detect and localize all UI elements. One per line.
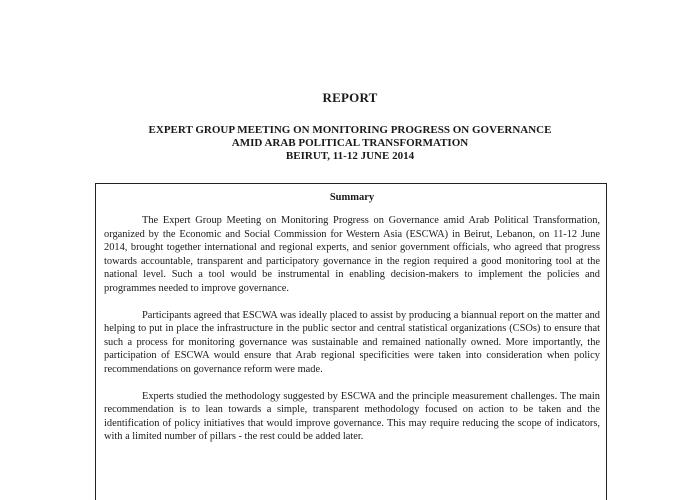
summary-paragraph-1: The Expert Group Meeting on Monitoring Progress on Governance amid Arab Political Transformation, organized by the Economic and Social Commission for Western Asia (ESCWA) in Beirut, Lebanon, on 11-12 June 2014, brought together international and regional experts, and senior government officials, who agreed that progress towards accountable, transparent and participatory governance in the region required a good monitoring tool at the national level. Such a tool would be instrumental in enabling decision-makers to implement the policies and programmes needed to improve governance. — [104, 215, 600, 294]
subtitle-line-meeting: EXPERT GROUP MEETING ON MONITORING PROGRESS ON GOVERNANCE — [148, 124, 552, 136]
report-subtitle — [0, 124, 700, 163]
summary-heading: Summary — [329, 192, 375, 203]
summary-paragraph-2: Participants agreed that ESCWA was ideally placed to assist by producing a biannual report on the matter and helping to put in place the infrastructure in the public sector and central statistical organizations (CSOs) to ensure that such a process for monitoring governance was sustainable and remained nationally owned. More importantly, the participation of ESCWA would ensure that Arab regional specificities were taken into consideration when policy recommendations on governance reform were made. — [104, 309, 600, 375]
summary-box — [95, 183, 607, 500]
summary-paragraph-3: Experts studied the methodology suggested by ESCWA and the principle measurement challenges. The main recommendation is to lean towards a simple, transparent methodology focused on action to be taken and the identification of policy initiatives that would improve governance. This may require reducing the scope of indicators, with a limited number of pillars - the rest could be added later. — [104, 390, 600, 443]
subtitle-line-location-date: BEIRUT, 11-12 JUNE 2014 — [285, 150, 415, 162]
report-title: REPORT — [322, 90, 378, 105]
subtitle-line-topic: AMID ARAB POLITICAL TRANSFORMATION — [231, 137, 469, 149]
